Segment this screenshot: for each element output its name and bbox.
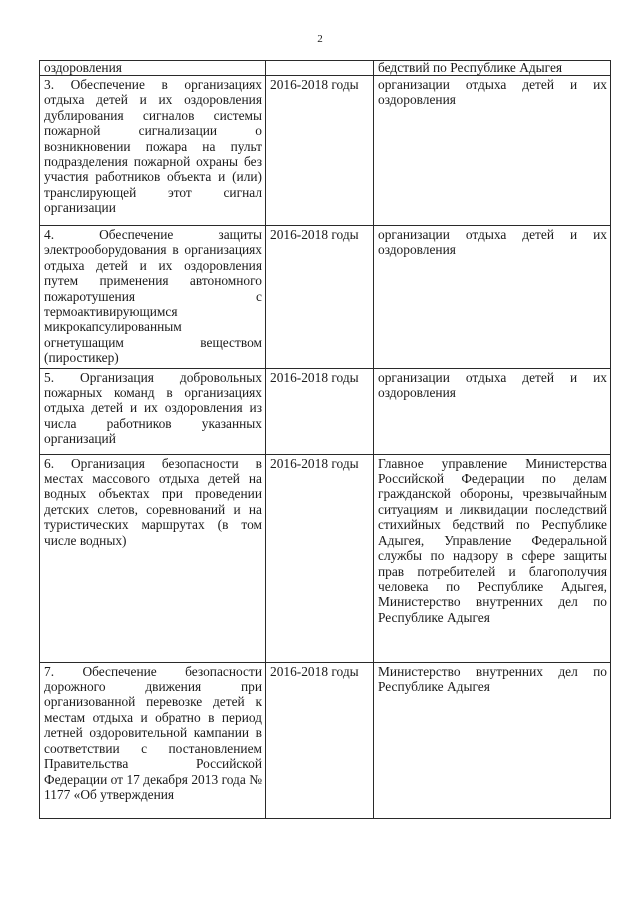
table-row — [40, 226, 611, 369]
responsible-cell: организации отдыха детей и их оздоровления — [374, 76, 611, 226]
measure-cell: 4. Обеспечение защиты электрооборудования в организациях отдыха детей и их оздоровления путем применения автономного пожаротушения с термоактивирующимся микрокапсулированным огнетушащим веществом (пиростикер) — [40, 226, 266, 369]
table-row — [40, 76, 611, 226]
period-cell: 2016-2018 годы — [266, 454, 374, 662]
responsible-cell: организации отдыха детей и их оздоровления — [374, 368, 611, 454]
period-cell: 2016-2018 годы — [266, 226, 374, 369]
responsible-cell: Главное управление Министерства Российской Федерации по делам гражданской обороны, чрезвычайным ситуациям и ликвидации последствий стихийных бедствий по Республике Адыгея, Управление Федеральной службы по надзору в сфере защиты прав потребителей и благополучия человека по Республике Адыгея, Министерство внутренних дел по Республике Адыгея — [374, 454, 611, 662]
measures-table — [39, 60, 611, 819]
measure-cell: 3. Обеспечение в организациях отдыха детей и их оздоровления дублирования сигналов системы пожарной сигнализации о возникновении пожара на пульт подразделения пожарной охраны без участия работников объекта и (или) транслирующей этот сигнал организации — [40, 76, 266, 226]
measure-cell: 6. Организация безопасности в местах массового отдыха детей на водных объектах при проведении детских слетов, соревнований и на туристических маршрутах (в том числе водных) — [40, 454, 266, 662]
period-cell: 2016-2018 годы — [266, 662, 374, 818]
measure-cell: оздоровления — [40, 61, 266, 76]
table-row — [40, 454, 611, 662]
page-number: 2 — [317, 33, 323, 45]
period-cell: 2016-2018 годы — [266, 368, 374, 454]
table-row — [40, 61, 611, 76]
period-cell: 2016-2018 годы — [266, 76, 374, 226]
responsible-cell: Министерство внутренних дел по Республике Адыгея — [374, 662, 611, 818]
period-cell — [266, 61, 374, 76]
responsible-cell: бедствий по Республике Адыгея — [374, 61, 611, 76]
responsible-cell: организации отдыха детей и их оздоровления — [374, 226, 611, 369]
table-row — [40, 368, 611, 454]
measure-cell: 7. Обеспечение безопасности дорожного движения при организованной перевозке детей к местам отдыха и обратно в период летней оздоровительной кампании в соответствии с постановлением Правительства Российской Федерации от 17 декабря 2013 года № 1177 «Об утверждения — [40, 662, 266, 818]
table-row — [40, 662, 611, 818]
measure-cell: 5. Организация добровольных пожарных команд в организациях отдыха детей и их оздоровления из числа работников указанных организаций — [40, 368, 266, 454]
